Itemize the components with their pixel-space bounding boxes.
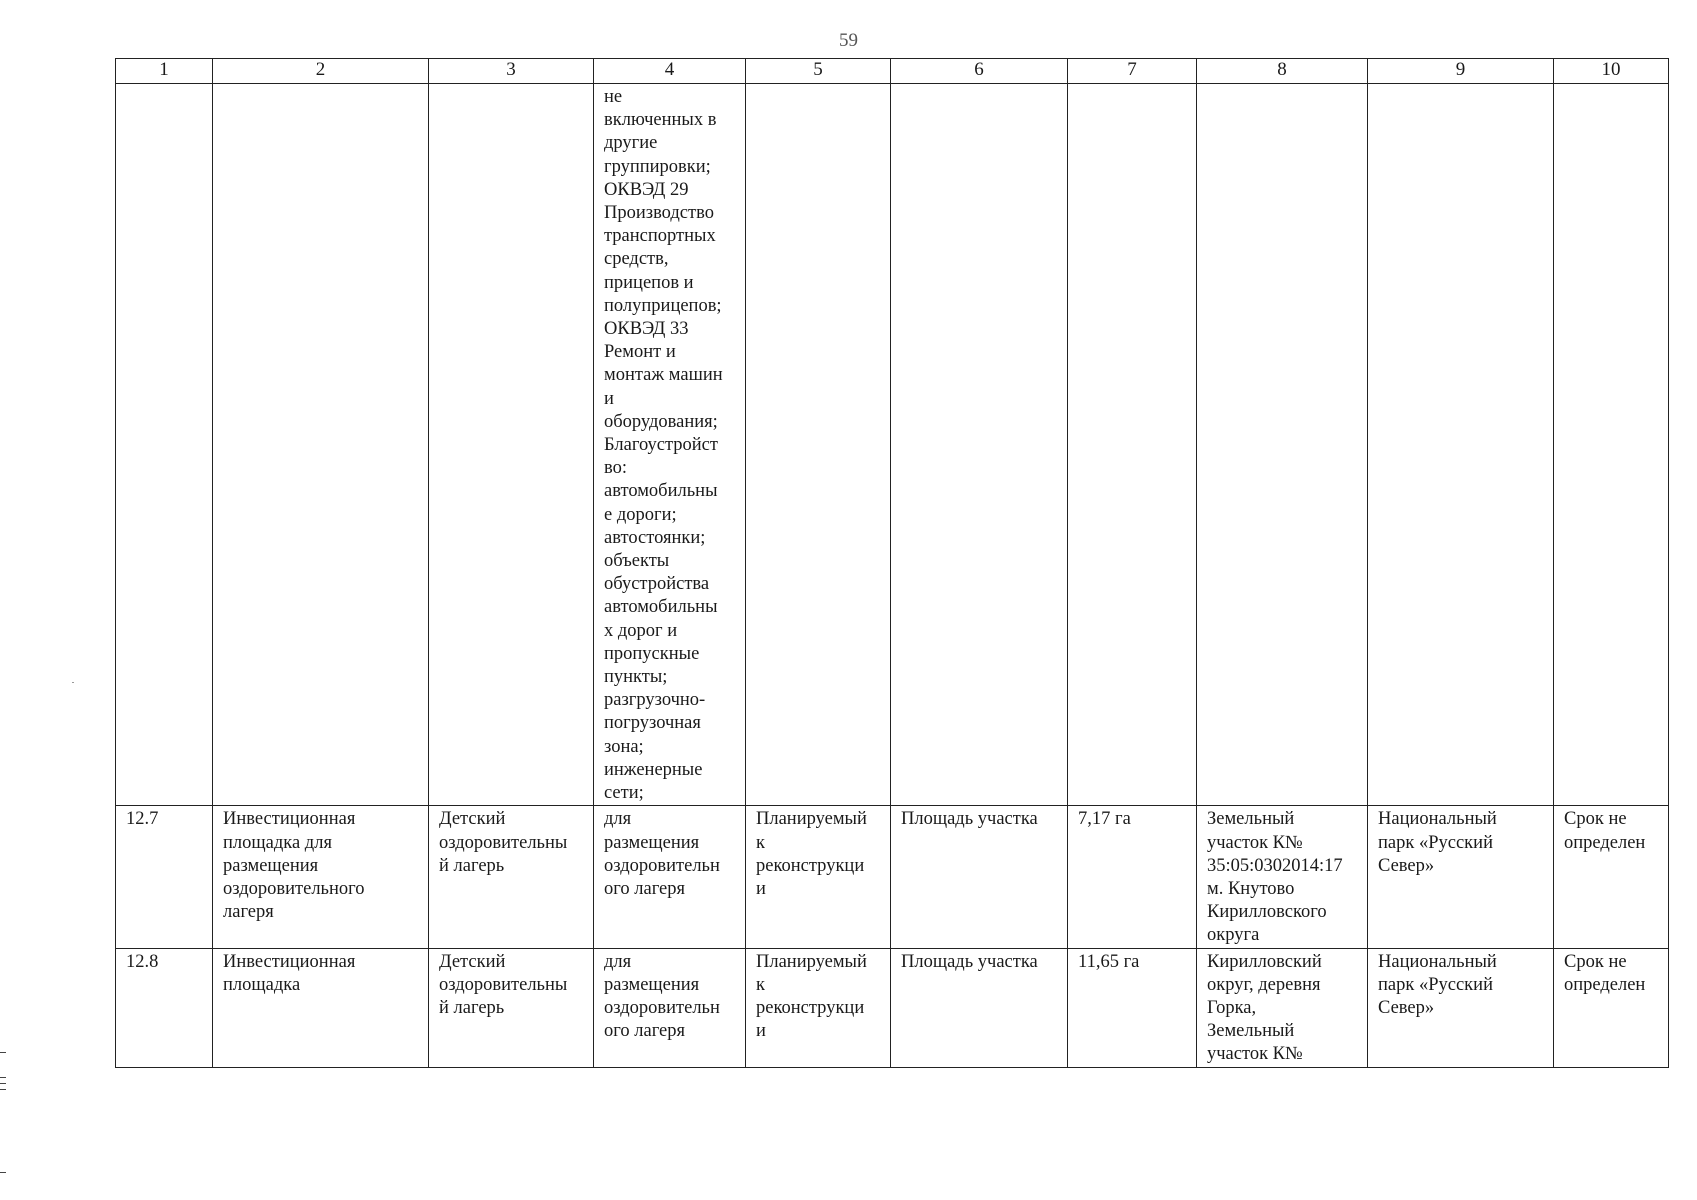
header-col-1: 1 — [116, 59, 213, 84]
margin-tick — [0, 1089, 6, 1090]
site-name: Инвестиционная площадка — [213, 948, 429, 1067]
row-number: 12.8 — [116, 948, 213, 1067]
object-type: Детский оздоровительны й лагерь — [429, 948, 594, 1067]
area-value: 7,17 га — [1068, 806, 1197, 948]
cell — [213, 84, 429, 806]
cell — [116, 84, 213, 806]
header-col-2: 2 — [213, 59, 429, 84]
header-col-4: 4 — [594, 59, 746, 84]
zone: Национальный парк «Русский Север» — [1368, 948, 1554, 1067]
location: Земельный участок К№ 35:05:0302014:17 м. Кнутово Кирилловского округа — [1197, 806, 1368, 948]
header-col-5: 5 — [746, 59, 891, 84]
purpose: для размещения оздоровительн ого лагеря — [594, 948, 746, 1067]
header-col-10: 10 — [1554, 59, 1669, 84]
status: Планируемый к реконструкци и — [746, 806, 891, 948]
zone: Национальный парк «Русский Север» — [1368, 806, 1554, 948]
page-number: 59 — [839, 30, 858, 51]
object-type: Детский оздоровительны й лагерь — [429, 806, 594, 948]
row-number: 12.7 — [116, 806, 213, 948]
status: Планируемый к реконструкци и — [746, 948, 891, 1067]
margin-tick — [0, 1083, 6, 1084]
margin-tick — [0, 1052, 6, 1053]
site-name: Инвестиционная площадка для размещения оздоровительного лагеря — [213, 806, 429, 948]
cell — [429, 84, 594, 806]
investment-sites-table — [115, 58, 1669, 1068]
purpose: для размещения оздоровительн ого лагеря — [594, 806, 746, 948]
header-col-7: 7 — [1068, 59, 1197, 84]
parameter-name: Площадь участка — [891, 948, 1068, 1067]
cell — [746, 84, 891, 806]
header-col-6: 6 — [891, 59, 1068, 84]
deadline: Срок не определен — [1554, 948, 1669, 1067]
location: Кирилловский округ, деревня Горка, Земельный участок К№ — [1197, 948, 1368, 1067]
cell — [891, 84, 1068, 806]
margin-tick — [0, 1077, 6, 1078]
table-row-12-7 — [116, 806, 1669, 948]
deadline: Срок не определен — [1554, 806, 1669, 948]
parameter-name: Площадь участка — [891, 806, 1068, 948]
header-col-3: 3 — [429, 59, 594, 84]
margin-tick — [0, 1172, 6, 1173]
header-col-9: 9 — [1368, 59, 1554, 84]
cell — [1368, 84, 1554, 806]
scan-speck — [72, 682, 74, 683]
header-row — [116, 59, 1669, 84]
table-row-12-8 — [116, 948, 1669, 1067]
cell — [1197, 84, 1368, 806]
header-col-8: 8 — [1197, 59, 1368, 84]
cell — [1068, 84, 1197, 806]
continuation-row — [116, 84, 1669, 806]
area-value: 11,65 га — [1068, 948, 1197, 1067]
okved-list-cell: не включенных в другие группировки; ОКВЭД 29 Производство транспортных средств, прицепов и полуприцепов; ОКВЭД 33 Ремонт и монтаж машин и оборудования; Благоустройст во: автомобильны е дороги; автостоянки; объекты обустройства автомобильны х дорог и пропускные пункты; разгрузочно- погрузочная зона; инженерные сети; — [594, 84, 746, 806]
cell — [1554, 84, 1669, 806]
